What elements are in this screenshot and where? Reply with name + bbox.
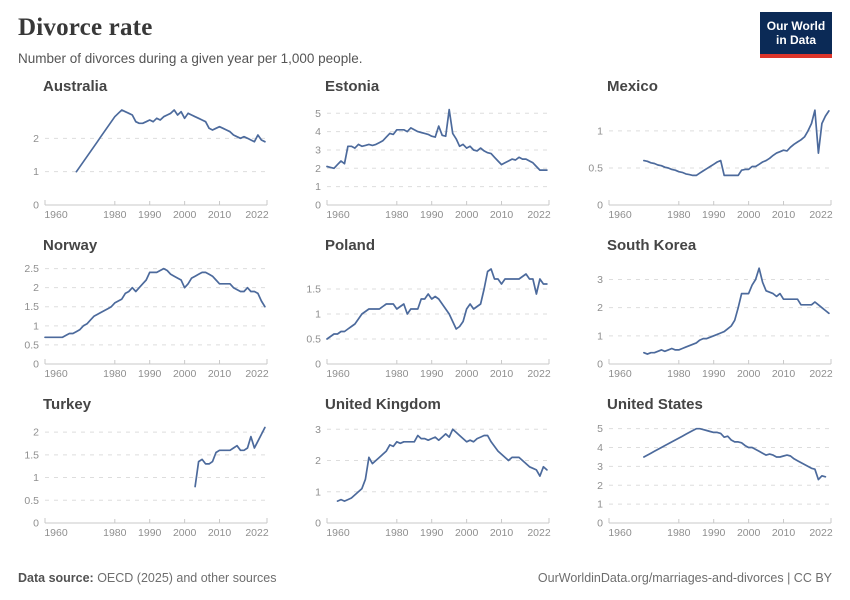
facet-turkey — [18, 396, 272, 540]
chart-footer — [18, 571, 832, 585]
facet-title: Poland — [325, 237, 376, 254]
x-tick-label: 2000 — [736, 209, 761, 221]
x-tick-label: 1990 — [420, 209, 444, 221]
y-tick-label: 0.5 — [588, 162, 603, 175]
facet-united-kingdom — [300, 396, 554, 540]
x-tick-label: 1980 — [667, 209, 691, 221]
y-tick-label: 3 — [315, 423, 321, 436]
facet-title: Mexico — [607, 78, 658, 95]
x-tick-label: 2000 — [172, 209, 197, 221]
facet-title: Estonia — [325, 78, 380, 95]
y-tick-label: 0 — [315, 358, 321, 371]
x-tick-label: 1960 — [326, 209, 350, 221]
y-tick-label: 1.5 — [306, 283, 321, 296]
x-tick-label: 1960 — [608, 209, 632, 221]
y-tick-label: 2 — [315, 455, 321, 467]
x-tick-label: 2022 — [809, 368, 833, 380]
owid-logo[interactable] — [760, 12, 832, 58]
x-tick-label: 1990 — [138, 368, 162, 380]
x-tick-label: 1980 — [667, 527, 691, 539]
x-tick-label: 1990 — [702, 527, 726, 539]
y-tick-label: 1 — [597, 498, 603, 511]
facet-title: United States — [607, 396, 703, 413]
x-tick-label: 1980 — [385, 527, 409, 539]
y-tick-label: 3 — [597, 273, 603, 286]
x-tick-label: 2000 — [454, 209, 479, 221]
united-states-line-chart — [582, 416, 836, 540]
x-tick-label: 1990 — [702, 368, 726, 380]
page-subtitle: Number of divorces during a given year per 1,000 people. — [18, 51, 363, 66]
x-tick-label: 2010 — [489, 368, 514, 380]
data-source-label: Data source: — [18, 571, 94, 585]
x-tick-label: 1990 — [138, 209, 162, 221]
y-tick-label: 1 — [33, 472, 39, 485]
facet-mexico — [582, 78, 836, 222]
y-tick-label: 0 — [597, 358, 603, 371]
norway-line-chart — [18, 257, 272, 381]
x-tick-label: 1960 — [608, 527, 632, 539]
owid-link[interactable]: OurWorldinData.org/marriages-and-divorces | CC BY — [537, 571, 832, 585]
y-tick-label: 0 — [315, 199, 321, 212]
south-korea-line-chart — [582, 257, 836, 381]
x-tick-label: 2022 — [245, 209, 269, 221]
x-tick-label: 1980 — [385, 209, 409, 221]
x-tick-label: 2010 — [207, 368, 232, 380]
x-tick-label: 1980 — [103, 527, 127, 539]
x-tick-label: 2010 — [771, 368, 796, 380]
facet-poland — [300, 237, 554, 381]
data-source-text: OECD (2025) and other sources — [93, 571, 277, 585]
mexico-line-chart — [582, 98, 836, 222]
line-series — [644, 429, 826, 480]
facet-title: Australia — [43, 78, 108, 95]
x-tick-label: 2000 — [736, 368, 761, 380]
facet-australia — [18, 78, 272, 222]
x-tick-label: 2022 — [527, 368, 551, 380]
facet-south-korea — [582, 237, 836, 381]
y-tick-label: 2 — [33, 132, 39, 145]
y-tick-label: 1.5 — [24, 449, 39, 462]
x-tick-label: 2010 — [207, 527, 232, 539]
x-tick-label: 2022 — [245, 527, 269, 539]
x-tick-label: 1990 — [420, 368, 444, 380]
y-tick-label: 0 — [33, 199, 39, 212]
x-tick-label: 2000 — [172, 527, 197, 539]
x-tick-label: 2010 — [771, 209, 796, 221]
y-tick-label: 0.5 — [306, 333, 321, 346]
owid-logo-line2: in Data — [775, 33, 816, 48]
y-tick-label: 1 — [315, 181, 321, 194]
y-tick-label: 3 — [315, 144, 321, 157]
y-tick-label: 1 — [315, 308, 321, 321]
x-tick-label: 2022 — [809, 209, 833, 221]
y-tick-label: 1 — [33, 320, 39, 333]
x-tick-label: 1960 — [44, 368, 68, 380]
line-series — [327, 269, 547, 339]
x-tick-label: 1990 — [420, 527, 444, 539]
y-tick-label: 4 — [597, 442, 603, 455]
data-source — [18, 571, 276, 585]
x-tick-label: 2010 — [489, 527, 514, 539]
y-tick-label: 0 — [597, 517, 603, 530]
y-tick-label: 1 — [33, 166, 39, 179]
x-tick-label: 2022 — [527, 527, 551, 539]
x-tick-label: 1990 — [138, 527, 162, 539]
y-tick-label: 0 — [597, 199, 603, 212]
facet-title: South Korea — [607, 237, 697, 254]
united-kingdom-line-chart — [300, 416, 554, 540]
y-tick-label: 4 — [315, 126, 321, 139]
y-tick-label: 5 — [597, 423, 603, 436]
x-tick-label: 1990 — [702, 209, 726, 221]
x-tick-label: 2000 — [172, 368, 197, 380]
y-tick-label: 1 — [597, 125, 603, 138]
y-tick-label: 0 — [33, 358, 39, 371]
line-series — [45, 269, 265, 338]
y-tick-label: 2 — [33, 282, 39, 295]
x-tick-label: 2010 — [207, 209, 232, 221]
y-tick-label: 5 — [315, 107, 321, 120]
x-tick-label: 1960 — [44, 209, 68, 221]
facet-title: United Kingdom — [325, 396, 441, 413]
facet-norway — [18, 237, 272, 381]
x-tick-label: 1960 — [44, 527, 68, 539]
line-series — [76, 110, 265, 172]
y-tick-label: 0 — [315, 517, 321, 530]
page-title: Divorce rate — [18, 14, 153, 41]
y-tick-label: 1 — [315, 486, 321, 499]
facet-title: Turkey — [43, 396, 92, 413]
australia-line-chart — [18, 98, 272, 222]
x-tick-label: 2022 — [809, 527, 833, 539]
x-tick-label: 1960 — [326, 527, 350, 539]
x-tick-label: 1960 — [608, 368, 632, 380]
x-tick-label: 1960 — [326, 368, 350, 380]
facet-title: Norway — [43, 237, 98, 254]
line-series — [327, 110, 547, 171]
line-series — [644, 110, 829, 175]
y-tick-label: 1 — [597, 330, 603, 343]
line-series — [338, 429, 547, 501]
y-tick-label: 0 — [33, 517, 39, 530]
line-series — [644, 268, 829, 354]
y-tick-label: 2 — [33, 426, 39, 439]
x-tick-label: 2010 — [489, 209, 514, 221]
y-tick-label: 0.5 — [24, 494, 39, 507]
y-tick-label: 2 — [597, 302, 603, 315]
x-tick-label: 2022 — [245, 368, 269, 380]
x-tick-label: 2000 — [454, 368, 479, 380]
y-tick-label: 0.5 — [24, 339, 39, 352]
facet-united-states — [582, 396, 836, 540]
y-tick-label: 3 — [597, 460, 603, 473]
chart-header — [0, 0, 850, 70]
y-tick-label: 1.5 — [24, 301, 39, 314]
y-tick-label: 2.5 — [24, 263, 39, 276]
owid-logo-line1: Our World — [766, 19, 826, 33]
poland-line-chart — [300, 257, 554, 381]
facet-grid — [0, 70, 850, 540]
estonia-line-chart — [300, 98, 554, 222]
x-tick-label: 1980 — [103, 209, 127, 221]
y-tick-label: 2 — [597, 479, 603, 492]
facet-estonia — [300, 78, 554, 222]
turkey-line-chart — [18, 416, 272, 540]
x-tick-label: 1980 — [103, 368, 127, 380]
x-tick-label: 1980 — [385, 368, 409, 380]
x-tick-label: 1980 — [667, 368, 691, 380]
x-tick-label: 2000 — [454, 527, 479, 539]
x-tick-label: 2022 — [527, 209, 551, 221]
x-tick-label: 2000 — [736, 527, 761, 539]
y-tick-label: 2 — [315, 162, 321, 175]
x-tick-label: 2010 — [771, 527, 796, 539]
